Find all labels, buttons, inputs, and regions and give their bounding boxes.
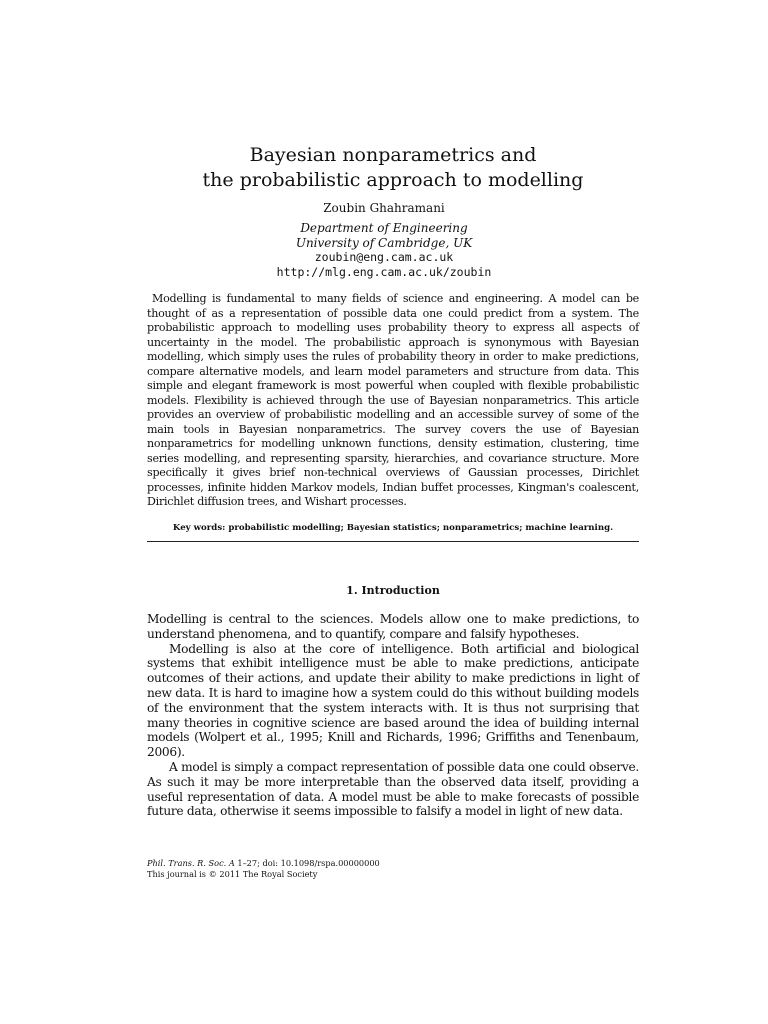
section-body [147, 612, 639, 819]
university: University of Cambridge, UK [295, 235, 473, 250]
abstract: Modelling is fundamental to many fields of science and engineering. A model can be thought of as a representation of possible data one could predict from a system. The probabilistic approach to modelling uses probability theory to express all aspects of uncertainty in the model. The probabilistic approach is synonymous with Bayesian modelling, which simply uses the rules of probability theory in order to make predictions, compare alternative models, and learn model parameters and structure from data. This simple and elegant framework is most powerful when coupled with flexible probabilistic models. Flexibility is achieved through the use of Bayesian nonparametrics. This article provides an overview of probabilistic modelling and an accessible survey of some of the main tools in Bayesian nonparametrics. The survey covers the use of Bayesian nonparametrics for modelling unknown functions, density estimation, clustering, time series modelling, and representing sparsity, hierarchies, and covariance structure. More specifically it gives brief non-technical overviews of Gaussian processes, Dirichlet processes, infinite hidden Markov models, Indian buffet processes, Kingman's coalescent, Dirichlet diffusion trees, and Wishart processes. [147, 292, 639, 508]
page-footer [147, 858, 639, 879]
body-paragraph: Modelling is also at the core of intelligence. Both artificial and biological systems that exhibit intelligence must be able to make predictions, anticipate outcomes of their actions, and update their ability to make predictions in light of new data. It is hard to imagine how a system could do this without building models of the environment that the system interacts with. It is thus not surprising that many theories in cognitive science are based around the idea of building internal models (Wolpert et al., 1995; Knill and Richards, 1996; Griffiths and Tenenbaum, 2006). [147, 641, 639, 760]
title-line-2: the probabilistic approach to modelling [202, 169, 584, 191]
body-paragraph: Modelling is central to the sciences. Models allow one to make predictions, to understand phenomena, and to quantify, compare and falsify hypotheses. [147, 612, 639, 641]
section-heading: 1. Introduction [346, 584, 440, 597]
journal-details: 1–27; doi: 10.1098/rspa.00000000 [234, 858, 380, 868]
keywords: Key words: probabilistic modelling; Bayesian statistics; nonparametrics; machine learning. [172, 523, 614, 533]
journal-name: Phil. Trans. R. Soc. A [147, 858, 235, 868]
copyright-notice: This journal is © 2011 The Royal Society [147, 868, 318, 879]
title-line-1: Bayesian nonparametrics and [249, 144, 537, 166]
affiliation-block [0, 221, 768, 279]
author-name: Zoubin Ghahramani [323, 201, 445, 215]
journal-citation [147, 858, 639, 869]
paper-title [0, 143, 768, 193]
author-email: zoubin@eng.cam.ac.uk [314, 250, 454, 264]
body-paragraph: A model is simply a compact representation of possible data one could observe. As such it may be more interpretable than the observed data itself, providing a useful representation of data. A model must be able to make forecasts of possible future data, otherwise it seems impossible to falsify a model in light of new data. [147, 759, 639, 819]
author-url: http://mlg.eng.cam.ac.uk/zoubin [276, 264, 492, 279]
abstract-divider [147, 541, 639, 542]
department: Department of Engineering [300, 221, 468, 235]
